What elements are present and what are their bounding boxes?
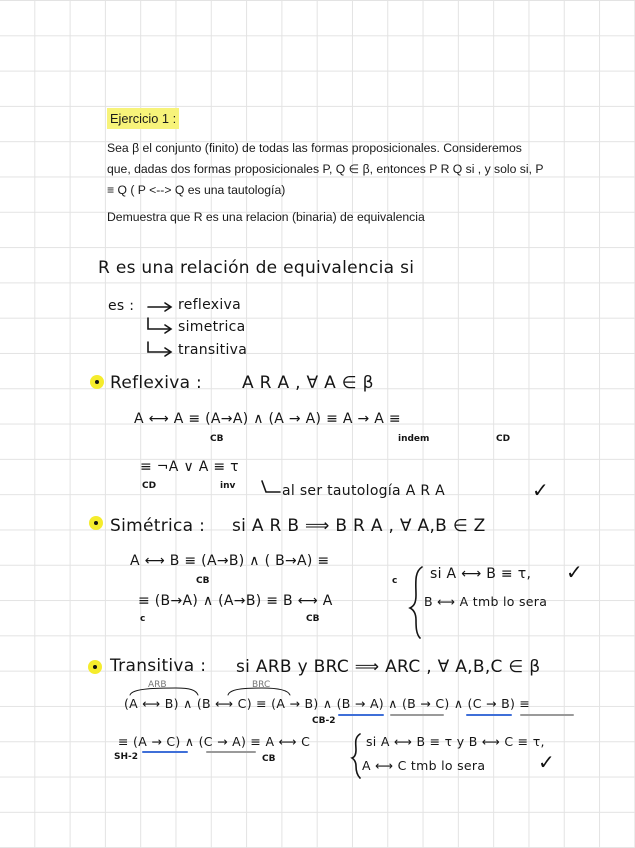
law-label: inv	[220, 481, 236, 491]
highlight-underline	[520, 714, 574, 716]
transitiva-aside-1: si A ⟷ B ≡ τ y B ⟷ C ≡ τ,	[366, 734, 545, 749]
bullet-dot	[88, 660, 102, 674]
check-mark-icon: ✓	[538, 750, 555, 774]
reflexiva-line-1: A ⟷ A ≡ (A→A) ∧ (A → A) ≡ A → A ≡	[134, 411, 401, 427]
intro-line: R es una relación de equivalencia si	[98, 258, 415, 278]
law-label: indem	[398, 434, 430, 444]
law-label: CD	[142, 481, 157, 491]
simetrica-line-1: A ⟷ B ≡ (A→B) ∧ ( B→A) ≡	[130, 553, 330, 569]
law-label: SH-2	[114, 752, 139, 762]
law-label: CD	[496, 434, 511, 444]
highlight-underline	[338, 714, 384, 716]
law-label: c	[140, 614, 146, 624]
law-label: CB-2	[312, 716, 336, 726]
transitiva-definition: si ARB y BRC ⟹ ARC , ∀ A,B,C ∈ β	[236, 657, 541, 677]
law-label: CB	[210, 434, 224, 444]
law-label: CB	[196, 576, 210, 586]
reflexiva-heading: Reflexiva :	[110, 373, 203, 393]
reflexiva-definition: A R A , ∀ A ∈ β	[242, 373, 374, 393]
brace-label: ARB	[148, 680, 167, 690]
law-label: c	[392, 576, 398, 586]
prop-reflexiva: reflexiva	[178, 297, 241, 313]
exercise-title: Ejercicio 1 :	[107, 108, 179, 129]
bullet-dot	[89, 516, 103, 530]
simetrica-line-2: ≡ (B→A) ∧ (A→B) ≡ B ⟷ A	[138, 593, 333, 609]
prop-simetrica: simetrica	[178, 319, 246, 335]
reflexiva-line-2: ≡ ¬A ∨ A ≡ τ	[140, 459, 239, 475]
transitiva-heading: Transitiva :	[110, 656, 207, 676]
simetrica-aside-1: si A ⟷ B ≡ τ,	[430, 566, 532, 582]
highlight-underline	[142, 751, 188, 753]
highlight-underline	[206, 751, 256, 753]
exercise-task: Demuestra que R es una relacion (binaria) de equivalencia	[107, 210, 425, 224]
transitiva-line-1: (A ⟷ B) ∧ (B ⟷ C) ≡ (A → B) ∧ (B → A) ∧ (B → C) ∧ (C → B) ≡	[124, 696, 531, 711]
simetrica-aside-2: B ⟷ A tmb lo sera	[424, 594, 548, 609]
reflexiva-conclusion: al ser tautología A R A	[282, 483, 445, 499]
exercise-statement: Sea β el conjunto (finito) de todas las formas proposicionales. Consideremos que, dadas dos formas proposicionales P, Q ∈ β, entonces P R Q si , y solo si, P ≡ Q ( P <--> Q es una tautología)	[107, 141, 544, 197]
check-mark-icon: ✓	[532, 478, 549, 502]
transitiva-line-2: ≡ (A → C) ∧ (C → A) ≡ A ⟷ C	[118, 734, 311, 749]
highlight-underline	[390, 714, 444, 716]
bullet-dot	[90, 375, 104, 389]
transitiva-aside-2: A ⟷ C tmb lo sera	[362, 758, 486, 773]
simetrica-heading: Simétrica :	[110, 516, 206, 536]
brace-label: BRC	[252, 680, 271, 690]
es-label: es :	[108, 298, 135, 314]
highlight-underline	[466, 714, 512, 716]
simetrica-definition: si A R B ⟹ B R A , ∀ A,B ∈ Z	[232, 516, 486, 536]
law-label: CB	[306, 614, 320, 624]
check-mark-icon: ✓	[566, 560, 583, 584]
prop-transitiva: transitiva	[178, 342, 248, 358]
law-label: CB	[262, 754, 276, 764]
